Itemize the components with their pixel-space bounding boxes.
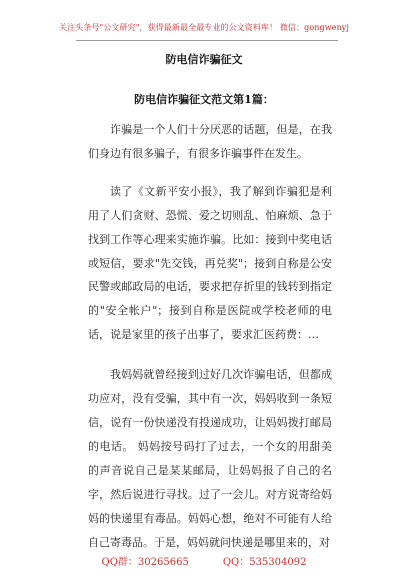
header-promo-text: 关注头条号"公文研究"，获得最新最全最专业的公文资料库！ 微信：gongwenyj [59, 23, 349, 32]
footer-qq-group: QQ群：30265665 [101, 557, 189, 568]
document-subtitle: 防电信诈骗征文范文第1篇： [134, 93, 274, 106]
paragraph-1: 诈骗是一个人们十分厌恶的话题，但是，在我们身边有很多骗子，有很多诈骗事件在发生。 [88, 123, 332, 160]
paragraph-3: 我妈妈就曾经接到过好几次诈骗电话，但都成功应对，没有受骗，其中有一次，妈妈收到一条短信，说有一份快递没有投递成功，让妈妈拨打邮局的电话。 妈妈按号码打了过去，一个女的用甜美的声音说自己是某某邮局，让妈妈报了自己的名字，然后说进行寻找。过了一会儿。对方说寄给妈妈的快递里有毒品。妈妈心想，绝对不可能有人给自己寄毒品。于是，妈妈就问快递是哪里来的，对 [88, 368, 332, 549]
footer-qq-number: QQ：535304092 [222, 557, 307, 568]
footer-contact [0, 553, 408, 568]
document-body [88, 118, 332, 568]
header-divider [76, 40, 338, 41]
document-title: 防电信诈骗征文 [165, 53, 243, 66]
paragraph-2: 读了《文新平安小报》，我了解到诈骗犯是利用了人们贪财、恐慌、爱之切则乱、怕麻烦、急于找到工作等心理来实施诈骗。比如：接到中奖电话或短信，要求"先交钱，再兑奖"；接到自称是公安民警或邮政局的电话，要求把存折里的钱转到指定的"安全帐户"；接到自称是医院或学校老师的电话，说是家里的孩子出事了，要求汇医药费：… [88, 184, 332, 342]
